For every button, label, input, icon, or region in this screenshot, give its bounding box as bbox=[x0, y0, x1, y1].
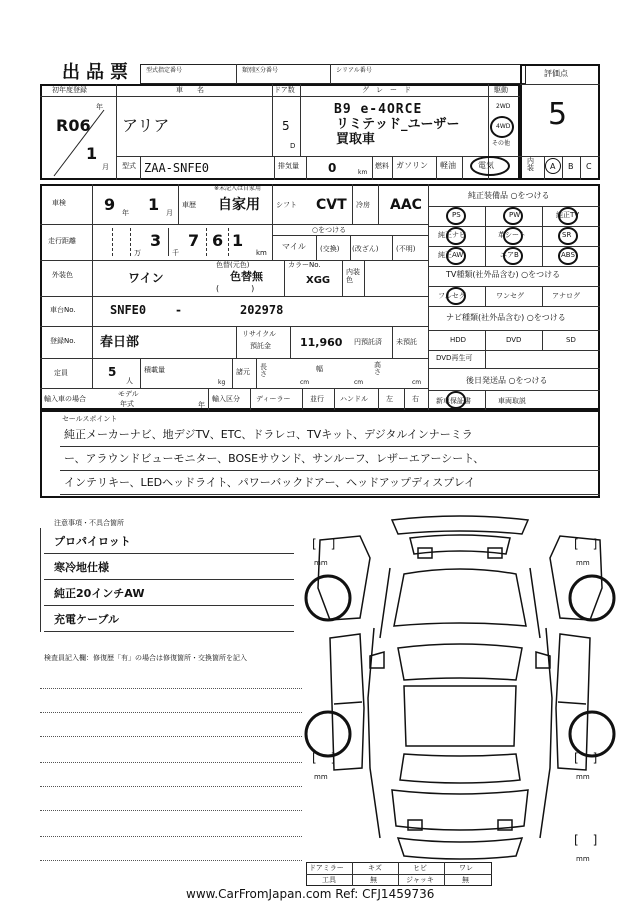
mileage-man-unit: 万 bbox=[134, 249, 141, 257]
import-label: 輸入車の場合 bbox=[44, 395, 86, 403]
legend-door-mirror: ドアミラー bbox=[309, 864, 344, 872]
legend-tools-none: 無 bbox=[370, 876, 377, 884]
chassis-dash: - bbox=[176, 303, 181, 317]
tv-oneseg: ワンセグ bbox=[496, 292, 524, 300]
interior-b: B bbox=[568, 162, 574, 171]
mm-spare: mm bbox=[576, 855, 590, 863]
handle-left: 左 bbox=[386, 395, 393, 403]
load-unit: kg bbox=[218, 379, 226, 386]
car-name-label: 車 名 bbox=[176, 86, 204, 94]
original-color-label: 色替(元色) bbox=[216, 261, 250, 269]
after-warranty: 新車保証書 bbox=[436, 397, 471, 405]
shift-label: シフト bbox=[276, 201, 297, 209]
drive-other: その他 bbox=[492, 140, 511, 147]
first-registration-label: 初年度登録 bbox=[52, 86, 87, 94]
year-unit: 年 bbox=[96, 103, 103, 111]
doors-label: ドア数 bbox=[274, 86, 295, 94]
mileage-unknown: (不明) bbox=[396, 245, 416, 253]
selling-points-label: セールスポイント bbox=[62, 415, 118, 423]
legend-jack: ジャッキ bbox=[406, 876, 434, 884]
serial-number-label: シリアル番号 bbox=[336, 67, 372, 74]
equip-ps-circle bbox=[446, 207, 466, 225]
capacity-unit: 人 bbox=[126, 377, 133, 385]
inspector-label: 検査員記入欄：修復歴「有」の場合は修復箇所・交換箇所を記入 bbox=[44, 654, 247, 662]
car-damage-diagram bbox=[300, 508, 620, 868]
equip-pw-circle bbox=[503, 207, 523, 225]
equip-abs-circle bbox=[558, 247, 578, 265]
bracket-front-left: [] bbox=[312, 537, 350, 551]
history-label: 車歴 bbox=[182, 201, 196, 209]
selling-points-line1: 純正メーカーナビ、地デジTV、ETC、ドラレコ、TVキット、デジタルインナーミラ bbox=[64, 428, 473, 441]
equip-navi-circle bbox=[446, 227, 466, 245]
color-code: XGG bbox=[306, 275, 331, 286]
drive-2wd: 2WD bbox=[496, 103, 511, 110]
equipment-title: 純正装備品 ○をつける bbox=[468, 191, 550, 200]
nav-dvd: DVD bbox=[506, 336, 522, 344]
car-name: アリア bbox=[122, 116, 170, 135]
displacement-value: 0 bbox=[328, 161, 337, 175]
length-unit: cm bbox=[300, 379, 310, 386]
score-label: 評価点 bbox=[544, 69, 568, 78]
original-color-paren: ( ) bbox=[216, 284, 255, 293]
id-fields-row bbox=[140, 64, 526, 84]
bracket-spare: [] bbox=[574, 833, 612, 847]
equip-tv-circle bbox=[558, 207, 578, 225]
tv-fullseg-circle bbox=[446, 287, 466, 305]
note-item-3: 純正20インチAW bbox=[54, 587, 145, 600]
import-parallel: 並行 bbox=[310, 395, 324, 403]
import-dealer: ディーラー bbox=[256, 395, 291, 403]
footer-watermark: www.CarFromJapan.com Ref: CFJ1459736 bbox=[186, 887, 435, 901]
drive-4wd: 4WD bbox=[496, 123, 511, 130]
equip-sr-circle bbox=[558, 227, 578, 245]
equip-airbag-circle bbox=[503, 247, 523, 265]
inspection-year-unit: 年 bbox=[122, 209, 129, 217]
equip-sr: SR bbox=[562, 231, 572, 239]
note-item-2: 寒冷地仕様 bbox=[54, 561, 109, 574]
mileage-km-unit: km bbox=[256, 249, 267, 257]
mm-front-right: mm bbox=[576, 559, 590, 567]
mm-front-left: mm bbox=[314, 559, 328, 567]
notes-label: 注意事項・不具合箇所 bbox=[54, 519, 124, 527]
equip-leather: 革シート bbox=[498, 231, 526, 239]
color-code-label: カラーNo. bbox=[288, 261, 321, 269]
door-count: 5 bbox=[282, 119, 290, 133]
type-designation-label: 型式指定番号 bbox=[146, 67, 183, 74]
shift-value: CVT bbox=[316, 197, 347, 213]
mileage-exchange: (交換) bbox=[320, 245, 340, 253]
score-value: 5 bbox=[548, 97, 568, 132]
recycle-label-2: 預託金 bbox=[250, 342, 271, 350]
legend-break: ワレ bbox=[459, 864, 473, 872]
inspection-month: 1 bbox=[148, 195, 160, 214]
drive-4wd-circle bbox=[490, 116, 514, 138]
handle-right: 右 bbox=[412, 395, 419, 403]
tv-analog: アナログ bbox=[552, 292, 580, 300]
dvd-playback-label: DVD再生可 bbox=[436, 354, 473, 362]
exterior-color: ワイン bbox=[128, 271, 164, 285]
model-year-unit: 年 bbox=[198, 401, 205, 409]
legend-tools: 工具 bbox=[322, 876, 336, 884]
interior-color-label: 内装色 bbox=[346, 268, 360, 285]
nav-hdd: HDD bbox=[450, 336, 467, 344]
fuel-gasoline: ガソリン bbox=[396, 161, 428, 170]
registration-month: 1 bbox=[86, 144, 98, 163]
equip-ps: PS bbox=[452, 211, 461, 219]
mileage-circle-note: ○をつける bbox=[312, 226, 347, 234]
mileage-digit-2: 7 bbox=[188, 231, 200, 250]
interior-a: A bbox=[550, 162, 556, 171]
tv-title: TV種類(社外品含む) ○をつける bbox=[446, 270, 561, 279]
model-label: 型式 bbox=[122, 162, 136, 170]
after-warranty-circle bbox=[446, 391, 466, 409]
tv-fullseg: フルセグ bbox=[438, 292, 466, 300]
grade-label: グ レ ー ド bbox=[362, 86, 411, 94]
equip-abs: ABS bbox=[561, 251, 575, 259]
history-note: ※未記入は自家用 bbox=[214, 185, 262, 192]
equip-navi: 純正ナビ bbox=[438, 231, 466, 239]
after-manual: 車両取説 bbox=[498, 397, 526, 405]
fuel-electric-circle bbox=[470, 156, 510, 176]
displacement-label: 排気量 bbox=[278, 162, 299, 170]
equip-aw: 純正AW bbox=[438, 251, 464, 259]
inspection-label: 車検 bbox=[52, 199, 66, 207]
mileage-label: 走行距離 bbox=[48, 237, 76, 245]
grade-line1: B9 e-4ORCE bbox=[334, 102, 423, 117]
after-title: 後日発送品 ○をつける bbox=[466, 376, 548, 385]
recycle-unpaid: 未預託 bbox=[396, 338, 417, 346]
fuel-electric: 電気 bbox=[478, 161, 494, 170]
history-value: 自家用 bbox=[218, 197, 260, 213]
chassis-number: 202978 bbox=[240, 303, 284, 317]
fuel-label: 燃料 bbox=[375, 162, 389, 170]
length-label: 長さ bbox=[260, 363, 267, 378]
capacity-value: 5 bbox=[108, 365, 117, 379]
recycle-value: 11,960 bbox=[300, 336, 343, 349]
height-label: 高さ bbox=[374, 361, 381, 376]
bracket-rear-right: [] bbox=[574, 751, 612, 765]
registration-label: 登録No. bbox=[50, 337, 76, 345]
selling-points-line2: ー、アラウンドビューモニター、BOSEサウンド、サンルーフ、レザーエアーシート、 bbox=[64, 452, 485, 465]
selling-points-line3: インテリキー、LEDヘッドライト、パワーバックドアー、ヘッドアップディスプレイ bbox=[64, 476, 476, 489]
mileage-sen-unit: 千 bbox=[172, 249, 179, 257]
grade-line2: リミテッド_ユーザー bbox=[336, 117, 460, 132]
load-label: 積載量 bbox=[144, 366, 165, 374]
model-year-label-2: 年式 bbox=[120, 400, 134, 408]
mm-rear-right: mm bbox=[576, 773, 590, 781]
chassis-label: 車台No. bbox=[50, 306, 76, 314]
interior-a-circle bbox=[545, 158, 561, 174]
ac-label: 冷房 bbox=[356, 201, 370, 209]
door-unit: D bbox=[290, 142, 296, 150]
nav-title: ナビ種類(社外品含む) ○をつける bbox=[446, 313, 566, 322]
registration-year: R06 bbox=[56, 116, 91, 135]
mileage-digit-1: 3 bbox=[150, 231, 162, 250]
bracket-front-right: [] bbox=[574, 537, 612, 551]
width-label: 幅 bbox=[316, 365, 323, 373]
legend-crack: ヒビ bbox=[413, 864, 427, 872]
inspection-month-unit: 月 bbox=[166, 209, 173, 217]
recycle-paid: 円預託済 bbox=[354, 338, 382, 346]
fuel-diesel: 軽油 bbox=[440, 161, 456, 170]
mileage-mile: マイル bbox=[282, 242, 306, 251]
interior-c: C bbox=[586, 162, 592, 171]
equip-pw: PW bbox=[509, 211, 521, 219]
note-item-1: プロパイロット bbox=[54, 535, 131, 548]
page-title: 出品票 bbox=[62, 62, 134, 83]
legend-scratch: キズ bbox=[368, 864, 382, 872]
equip-leather-circle bbox=[503, 227, 523, 245]
grade-line3: 買取車 bbox=[336, 132, 376, 147]
mileage-digit-3: 6 bbox=[212, 231, 224, 250]
legend-jack-none: 無 bbox=[462, 876, 469, 884]
equip-airbag: エアB bbox=[500, 251, 519, 259]
chassis-prefix: SNFE0 bbox=[110, 303, 147, 317]
mm-rear-left: mm bbox=[314, 773, 328, 781]
handle-label: ハンドル bbox=[340, 395, 368, 403]
recycle-label-1: リサイクル bbox=[242, 330, 277, 338]
month-unit: 月 bbox=[102, 163, 109, 171]
displacement-unit: km bbox=[358, 169, 368, 176]
exterior-color-label: 外装色 bbox=[52, 271, 73, 279]
mileage-tamper: (改ざん) bbox=[352, 245, 379, 253]
category-number-label: 類別区分番号 bbox=[242, 67, 279, 74]
width-unit: cm bbox=[354, 379, 364, 386]
equip-aw-circle bbox=[446, 247, 466, 265]
height-unit: cm bbox=[412, 379, 422, 386]
capacity-label: 定員 bbox=[54, 369, 68, 377]
import-type-label: 輸入区分 bbox=[212, 395, 240, 403]
mileage-digit-4: 1 bbox=[232, 231, 244, 250]
inspection-year: 9 bbox=[104, 195, 116, 214]
note-item-4: 充電ケーブル bbox=[54, 613, 120, 626]
nav-sd: SD bbox=[566, 336, 576, 344]
drive-label: 駆動 bbox=[494, 86, 508, 94]
original-color-value: 色替無 bbox=[230, 270, 263, 283]
interior-label: 内装 bbox=[527, 157, 534, 172]
model-code: ZAA-SNFE0 bbox=[144, 161, 210, 175]
ac-value: AAC bbox=[390, 197, 422, 213]
model-year-label-1: モデル bbox=[118, 390, 139, 398]
bracket-rear-left: [] bbox=[312, 751, 350, 765]
dims-label: 諸元 bbox=[236, 368, 250, 376]
equip-tv: 純正TV bbox=[556, 211, 580, 219]
registration-value: 春日部 bbox=[100, 335, 140, 350]
